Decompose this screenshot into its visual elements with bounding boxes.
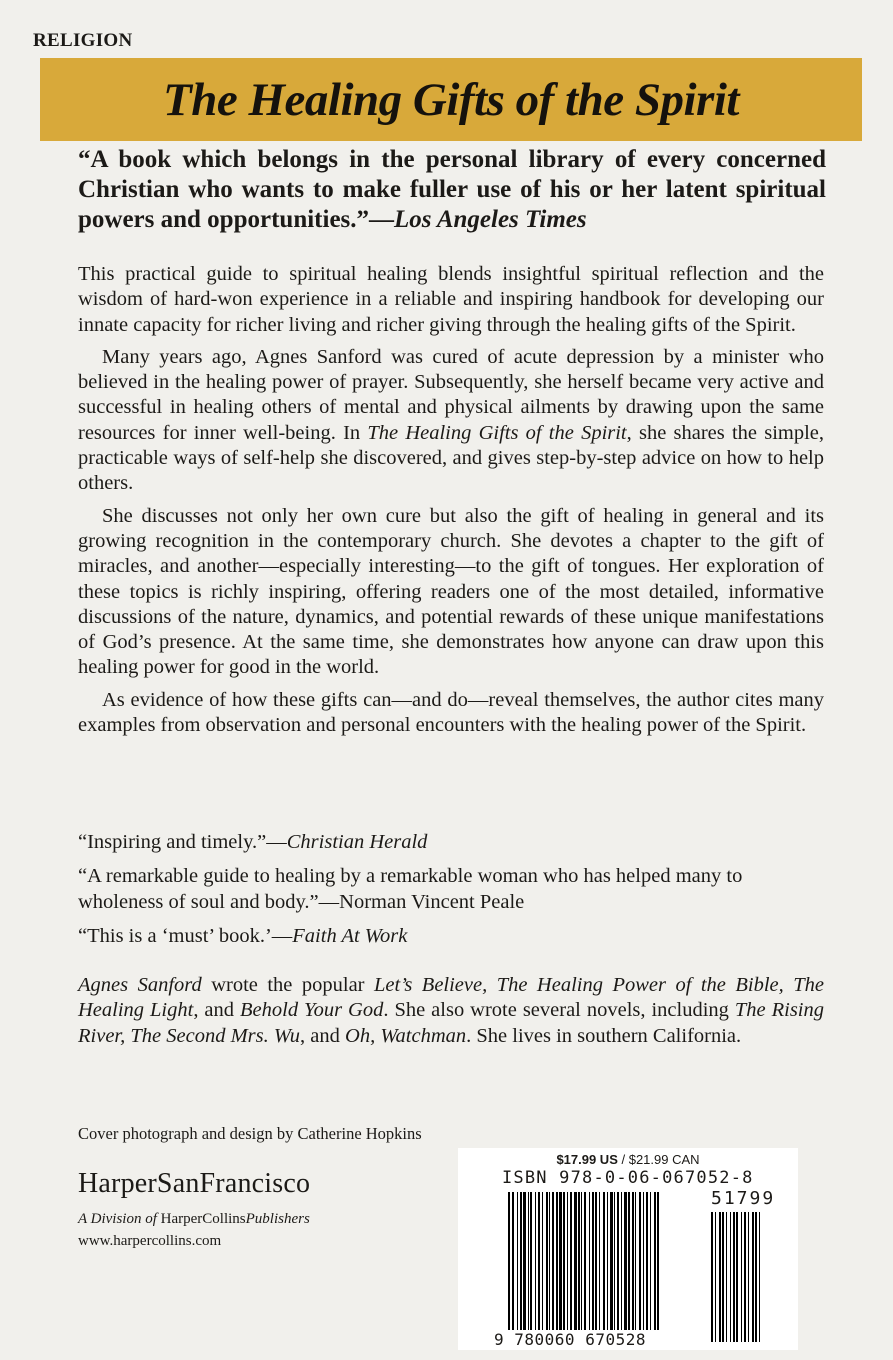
review-quotes [78, 830, 824, 958]
lead-quote [78, 145, 826, 235]
review-quote [78, 830, 824, 855]
ean-barcode [508, 1192, 700, 1334]
lead-quote-source: Los Angeles Times [394, 206, 587, 233]
review-quote [78, 924, 824, 949]
title-band [40, 58, 862, 141]
publisher-website: www.harpercollins.com [78, 1233, 222, 1249]
barcode-bar [760, 1212, 762, 1342]
review-quote-source: Christian Herald [286, 831, 428, 853]
review-quote-text: “A remarkable guide to healing by a remarkable woman who has helped many to wholeness of soul and body.”—Norman Vincent Peale [78, 865, 743, 913]
division-prefix: A Division of [78, 1211, 157, 1227]
description-paragraph-3: She discusses not only her own cure but also the gift of healing in general and its growing recognition in the contemporary church. She devotes a chapter to the gift of miracles, and another—especially interesting—to the gift of tongues. Her exploration of these topics is richly inspiring, offering readers one of the most detailed, informative discussions of the nature, dynamics, and potential rewards of these unique manifestations of God’s presence. At the same time, she demonstrates how anyone can draw upon this healing power for good in the world. [78, 504, 824, 679]
review-quote [78, 864, 824, 915]
author-name: Agnes Sanford [78, 974, 202, 996]
cover-credit: Cover photograph and design by Catherine Hopkins [78, 1124, 422, 1143]
barcode-label [458, 1148, 798, 1350]
addon-barcode [711, 1212, 783, 1342]
price-can: / $21.99 CAN [621, 1152, 700, 1167]
description [78, 262, 824, 745]
description-paragraph-2 [78, 345, 824, 497]
division-suffix: Publishers [245, 1211, 310, 1227]
bio-book-titles: Let’s Believe, The Healing Power of the Bible, The Healing Light [78, 974, 824, 1022]
author-bio-text [78, 973, 824, 1049]
price-addon-digits: 51799 [711, 1188, 776, 1209]
description-paragraph-4: As evidence of how these gifts can—and do—reveal themselves, the author cites many examples from observation and personal encounters with the healing power of the Spirit. [78, 688, 824, 737]
price [458, 1152, 798, 1167]
bio-book-titles: The Rising River, The Second Mrs. Wu [78, 999, 825, 1047]
bio-text: , and [193, 999, 241, 1022]
review-quote-text: “Inspiring and timely.”— [78, 831, 287, 853]
book-title: The Healing Gifts of the Spirit [163, 73, 739, 126]
bio-text: . She lives in southern California. [466, 1024, 742, 1047]
description-book-title: The Healing Gifts of the Spirit [367, 421, 627, 444]
description-paragraph-1: This practical guide to spiritual healing blends insightful spiritual reflection and the wisdom of hard-won experience in a reliable and inspiring handbook for developing our innate capacity for richer living and richer giving through the healing gifts of the Spirit. [78, 263, 824, 336]
review-quote-text: “This is a ‘must’ book.’— [78, 924, 293, 947]
price-us: $17.99 US [556, 1152, 618, 1167]
publisher-division [78, 1211, 310, 1228]
description-paragraph-2-a: Many years ago, Agnes Sanford was cured of acute depression by a minister who believed in the healing power of prayer. Subsequently, she herself became very active and successful in healing others of mental and physical ailments by drawing upon the same resources for inner well-being. In [78, 345, 824, 444]
bio-text: wrote the popular [201, 974, 374, 996]
review-quote-source: Faith At Work [292, 924, 408, 947]
bio-text: , and [300, 1024, 346, 1047]
barcode-bar [657, 1192, 659, 1334]
bio-text: . She also wrote several novels, including [383, 999, 735, 1022]
bio-book-titles: Oh, Watchman [345, 1024, 467, 1047]
description-paragraph-2-b: , she shares the simple, practicable ways of self-help she discovered, and gives step-by-step advice on how to help others. [78, 421, 824, 495]
bio-book-titles: Behold Your God [240, 999, 384, 1022]
category-label: RELIGION [33, 30, 133, 51]
author-bio [78, 973, 824, 1049]
division-name: HarperCollins [160, 1211, 246, 1227]
isbn: ISBN 978-0-06-067052-8 [502, 1168, 754, 1188]
lead-quote-text: “A book which belongs in the personal library of every concerned Christian who wants to make fuller use of his or her latent spiritual powers and opportunities.”— [78, 146, 826, 233]
ean-digits: 9 780060 670528 [494, 1330, 704, 1349]
publisher-name: HarperSanFrancisco [78, 1168, 311, 1199]
